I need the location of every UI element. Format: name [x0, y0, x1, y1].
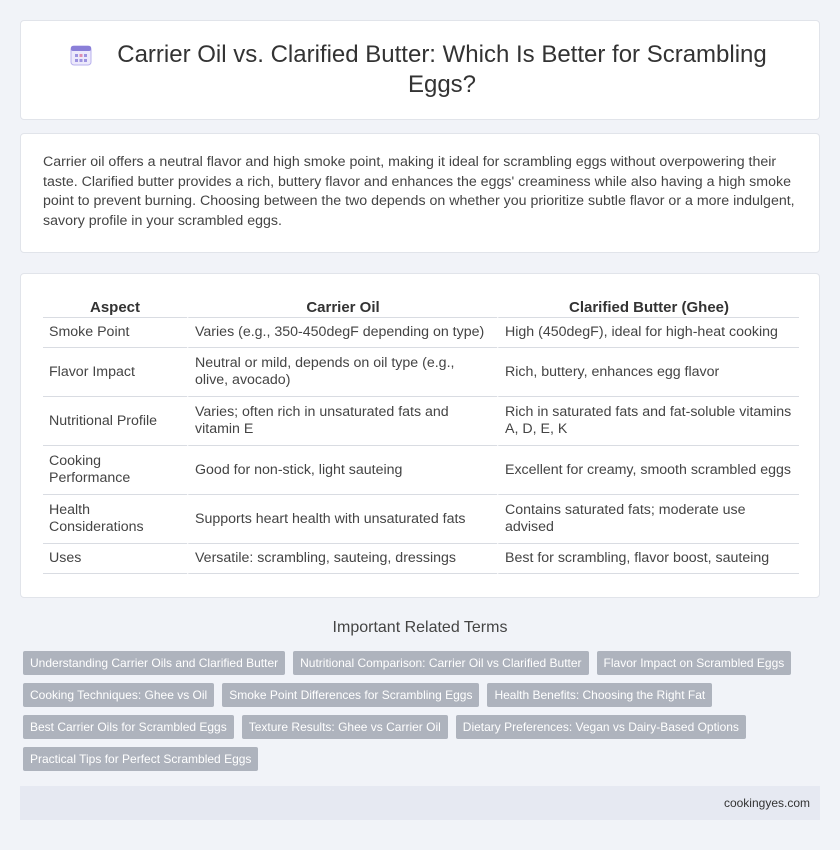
tag-understanding[interactable]: Understanding Carrier Oils and Clarified Butter — [23, 651, 285, 675]
cell-carrier-oil: Neutral or mild, depends on oil type (e.g., olive, avocado) — [187, 348, 497, 397]
cell-aspect: Uses — [43, 544, 187, 574]
cell-carrier-oil: Versatile: scrambling, sauteing, dressings — [187, 544, 497, 574]
tag-dietary-preferences[interactable]: Dietary Preferences: Vegan vs Dairy-Based Options — [456, 715, 746, 739]
intro-card — [20, 133, 820, 253]
tag-texture-results[interactable]: Texture Results: Ghee vs Carrier Oil — [242, 715, 448, 739]
tag-row — [23, 651, 823, 675]
table-header-row — [43, 294, 799, 318]
intro-paragraph: Carrier oil offers a neutral flavor and high smoke point, making it ideal for scrambling eggs without overpowering their taste. Clarified butter provides a rich, buttery flavor and enhances the eggs' creaminess while also having a high smoke point to prevent burning. Choosing between the two depends on whether you prioritize subtle flavor or a more indulgent, savory profile in your scrambled eggs. — [43, 154, 795, 229]
cell-clarified-butter: Excellent for creamy, smooth scrambled eggs — [497, 446, 799, 495]
cell-aspect: Flavor Impact — [43, 348, 187, 397]
table-row — [43, 495, 799, 544]
title-wrap — [68, 40, 772, 100]
calendar-icon — [68, 42, 94, 68]
tag-best-carrier-oils[interactable]: Best Carrier Oils for Scrambled Eggs — [23, 715, 234, 739]
column-header-clarified-butter: Clarified Butter (Ghee) — [497, 294, 799, 318]
table-row — [43, 446, 799, 495]
cell-carrier-oil: Varies (e.g., 350-450degF depending on type) — [187, 318, 497, 348]
footer — [20, 786, 820, 820]
column-header-aspect: Aspect — [43, 294, 187, 318]
tag-smoke-point[interactable]: Smoke Point Differences for Scrambling Eggs — [222, 683, 479, 707]
cell-clarified-butter: Best for scrambling, flavor boost, sauteing — [497, 544, 799, 574]
tag-row — [23, 715, 823, 739]
tag-nutritional-comparison[interactable]: Nutritional Comparison: Carrier Oil vs Clarified Butter — [293, 651, 588, 675]
table-row — [43, 318, 799, 348]
cell-clarified-butter: Rich, buttery, enhances egg flavor — [497, 348, 799, 397]
column-header-carrier-oil: Carrier Oil — [187, 294, 497, 318]
footer-site-link[interactable]: cookingyes.com — [723, 796, 810, 810]
comparison-card — [20, 273, 820, 598]
cell-carrier-oil: Varies; often rich in unsaturated fats and vitamin E — [187, 397, 497, 446]
related-terms-tags — [23, 651, 823, 779]
page-title: Carrier Oil vs. Clarified Butter: Which Is Better for Scrambling Eggs? — [117, 41, 767, 98]
table-row — [43, 397, 799, 446]
tag-flavor-impact[interactable]: Flavor Impact on Scrambled Eggs — [597, 651, 792, 675]
tag-cooking-techniques[interactable]: Cooking Techniques: Ghee vs Oil — [23, 683, 214, 707]
cell-clarified-butter: High (450degF), ideal for high-heat cooking — [497, 318, 799, 348]
cell-aspect: Cooking Performance — [43, 446, 187, 495]
cell-carrier-oil: Supports heart health with unsaturated fats — [187, 495, 497, 544]
cell-clarified-butter: Rich in saturated fats and fat-soluble vitamins A, D, E, K — [497, 397, 799, 446]
related-terms-heading: Important Related Terms — [332, 619, 508, 636]
title-card — [20, 20, 820, 120]
tag-row — [23, 747, 823, 771]
table-row — [43, 544, 799, 574]
cell-aspect: Nutritional Profile — [43, 397, 187, 446]
table-row — [43, 348, 799, 397]
tag-health-benefits[interactable]: Health Benefits: Choosing the Right Fat — [487, 683, 712, 707]
cell-carrier-oil: Good for non-stick, light sauteing — [187, 446, 497, 495]
cell-clarified-butter: Contains saturated fats; moderate use advised — [497, 495, 799, 544]
comparison-table — [43, 294, 799, 574]
tag-practical-tips[interactable]: Practical Tips for Perfect Scrambled Eggs — [23, 747, 258, 771]
cell-aspect: Smoke Point — [43, 318, 187, 348]
cell-aspect: Health Considerations — [43, 495, 187, 544]
tag-row — [23, 683, 823, 707]
